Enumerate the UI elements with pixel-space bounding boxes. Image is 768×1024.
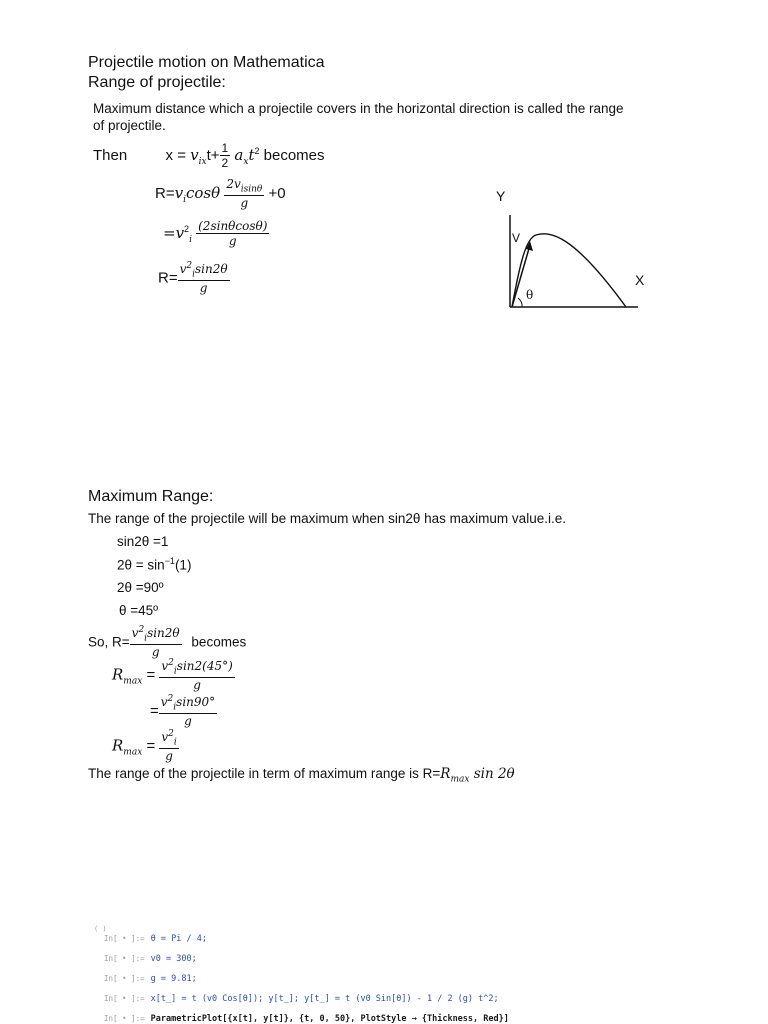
code-line-5: In[ • ]:= ParametricPlot[{x[t], y[t]}, {t, 0, 50}, PlotStyle → {Thickness, Red}] — [104, 1014, 509, 1024]
angle-label: θ — [526, 288, 534, 302]
code-line-1: In[ • ]:= θ = Pi / 4; — [104, 934, 207, 944]
step-1: sin2θ =1 — [117, 534, 169, 549]
section-heading-max-range: Maximum Range: — [88, 488, 214, 505]
code-line-4: In[ • ]:= x[t_] = t (v0 Cos[θ]); y[t_]; y[t_] = t (v0 Sin[θ]) - 1 / 2 (g) t^2; — [104, 994, 499, 1004]
step-4: θ =45º — [119, 603, 159, 618]
angle-arc — [518, 298, 522, 307]
definition-line-1: Maximum distance which a projectile covers in the horizontal direction is called the range — [93, 101, 624, 116]
then-label: Then — [93, 147, 128, 165]
rmax-equation-3: $R_{max}$ = $\frac{v^2_i}{g}$ — [112, 729, 177, 764]
y-axis-label: Y — [496, 188, 506, 204]
max-range-intro: The range of the projectile will be maximum when sin2θ has maximum value.i.e. — [88, 511, 566, 526]
equation-1: Then $x = v_{ix}t+$ $\frac{1}{2}$ $a_xt^2$ becomes — [93, 141, 325, 171]
code-line-2: In[ • ]:= v0 = 300; — [104, 954, 197, 964]
projectile-diagram — [488, 183, 658, 313]
x-axis-label: X — [635, 272, 645, 288]
equation-3: $=v^2_i$ $\frac{(2\sin\theta\cos\theta)}{g}$ — [163, 219, 268, 249]
final-statement: The range of the projectile in term of maximum range is $R=R_{max}$ sin 2θ — [88, 766, 515, 785]
step-2: $2\theta = \sin^{-1}(1)$ — [117, 556, 192, 573]
step-3: 2θ =90º — [117, 580, 164, 595]
code-line-3: In[ • ]:= g = 9.81; — [104, 974, 197, 984]
cell-marker: ( ) — [94, 925, 107, 933]
rmax-equation-2: = $\frac{v^2_i\sin 90^\circ}{g}$ — [150, 694, 216, 729]
page-title: Projectile motion on Mathematica — [88, 54, 325, 71]
definition-line-2: of projectile. — [93, 118, 166, 133]
rmax-equation-1: $R_{max}$ = $\frac{v^2_i\sin 2(45^\circ)}{g}$ — [112, 658, 233, 693]
equation-2: $R=v_i\cos\theta$ $\frac{2v_{isin\theta}}{g}$ +0 — [155, 177, 286, 211]
velocity-label: V — [512, 231, 521, 245]
so-equation: So, R= $\frac{v^2_i\sin 2\theta}{g}$ becomes — [88, 625, 247, 660]
section-heading-range: Range of projectile: — [88, 74, 226, 91]
equation-4: R= $\frac{v^2_i\sin 2\theta}{g}$ — [158, 261, 228, 296]
